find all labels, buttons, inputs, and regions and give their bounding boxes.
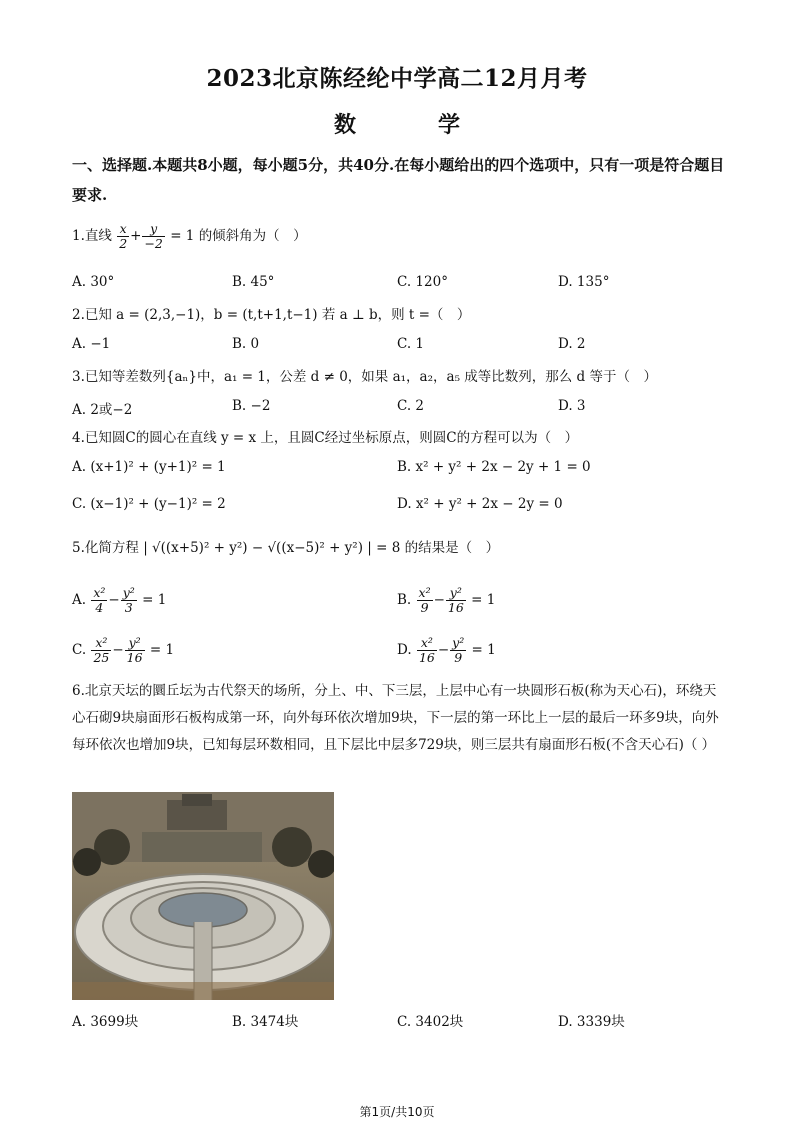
q5-c-n1: x²	[91, 636, 111, 651]
q5-c-frac2	[125, 636, 145, 665]
q5-suffix: 的结果是（ ）	[404, 540, 500, 556]
q5-a-rhs: = 1	[142, 592, 167, 608]
q6-option-a: A. 3699块	[72, 1014, 139, 1030]
q3-option-d: D. 3	[558, 398, 586, 414]
q5-b-d1: 9	[420, 600, 429, 615]
q5-d-n1: x²	[417, 636, 437, 651]
q5-c-n2: y²	[125, 636, 145, 651]
q5-c-rhs: = 1	[149, 642, 175, 658]
q5-b-d2: 16	[447, 600, 464, 615]
q6-option-c: C. 3402块	[397, 1014, 464, 1030]
q5-option-d: D. $\frac{\text{x²}}{16}$ − $\frac{\text{y²}}{9}$ = 1	[397, 635, 496, 665]
q5-a-frac1	[91, 586, 107, 615]
q5-b-n2: y²	[446, 586, 466, 601]
q5-d-rhs: = 1	[471, 642, 496, 658]
q5-option-d-label: D.	[397, 642, 412, 658]
q2-option-d: D. 2	[558, 336, 586, 352]
q1-fraction-x	[117, 222, 129, 251]
temple-of-heaven-photo	[72, 792, 334, 1000]
q4-option-b: B. x² + y² + 2x − 2y + 1 = 0	[397, 459, 591, 475]
q5-expression: | √((x+5)² + y²) − √((x−5)² + y²) | = 8	[143, 540, 401, 556]
q6-option-d: D. 3339块	[558, 1014, 625, 1030]
q3-option-b: B. −2	[232, 398, 271, 414]
question-1: 1.直线 $\frac{x}{2}$ + $\frac{y}{-2}$ = 1 的倾斜角为（ ）	[72, 221, 307, 251]
q5-option-b: B. $\frac{\text{x²}}{9}$ − $\frac{\text{y²}}{16}$ = 1	[397, 585, 496, 615]
subject-heading: 数 学	[333, 112, 490, 138]
q5-a-d2: 3	[124, 600, 133, 615]
q5-option-c: C. $\frac{\text{x²}}{25}$ − $\frac{\text{y²}}{16}$ = 1	[72, 635, 175, 665]
q5-d-frac2	[450, 636, 466, 665]
q2-option-a: A. −1	[72, 336, 111, 352]
question-6: 6.北京天坛的圜丘坛为古代祭天的场所，分上、中、下三层，上层中心有一块圆形石板(称为天心石)，环绕天心石砌9块扇面形石板构成第一环，向外每环依次增加9块，下一层的第一环比上一层的最后一环多9块，向外每环依次也增加9块，已知每层环数相同，且下层比中层多729块，则三层共有扇面形石板(不含天心石)（ ）	[72, 683, 719, 753]
q1-prefix: 1.直线	[72, 228, 112, 244]
question-3: 3.已知等差数列{aₙ}中，a₁ = 1，公差 d ≠ 0，如果 a₁，a₂，a₅ 成等比数列，那么 d 等于（ ）	[72, 369, 657, 385]
q5-option-c-label: C.	[72, 642, 87, 658]
question-4: 4.已知圆C的圆心在直线 y = x 上，且圆C经过坐标原点，则圆C的方程可以为（ ）	[72, 430, 579, 446]
q3-option-c: C. 2	[397, 398, 425, 414]
question-2: 2.已知 a = (2,3,−1)，b = (t,t+1,t−1) 若 a ⊥ b，则 t =（ ）	[72, 307, 471, 323]
q5-d-n2: y²	[452, 635, 465, 650]
q4-options-row1	[72, 459, 732, 479]
q5-a-n1: x²	[93, 585, 106, 600]
q6-options	[72, 1010, 732, 1030]
q5-a-frac2	[121, 586, 137, 615]
q5-options-row1	[72, 586, 732, 620]
q5-b-frac1	[417, 586, 433, 615]
q5-option-b-label: B.	[397, 592, 412, 608]
q5-b-rhs: = 1	[471, 592, 496, 608]
q1-options	[72, 274, 732, 294]
q5-b-n1: x²	[418, 585, 431, 600]
q4-option-c: C. (x−1)² + (y−1)² = 2	[72, 496, 226, 512]
q1-frac1-den: 2	[119, 236, 128, 251]
q5-prefix: 5.化简方程	[72, 540, 139, 556]
q5-d-d2: 9	[454, 650, 463, 665]
q5-c-d1: 25	[93, 650, 110, 665]
q1-frac1-num: x	[117, 222, 129, 237]
q1-suffix: 的倾斜角为（ ）	[198, 228, 307, 244]
q4-options-row2	[72, 496, 732, 516]
page-footer: 第1页/共10页	[359, 1105, 435, 1119]
q3-option-a: A. 2或−2	[72, 402, 133, 418]
q1-frac2-den: −2	[144, 236, 163, 251]
exam-title: 2023北京陈经纶中学高二12月月考	[206, 65, 588, 92]
q5-c-d2: 16	[126, 650, 143, 665]
q5-option-a-label: A.	[72, 592, 87, 608]
q1-option-a: A. 30°	[72, 274, 115, 290]
q5-d-d1: 16	[418, 650, 435, 665]
question-5	[72, 538, 732, 558]
q1-frac2-num: y	[142, 222, 164, 237]
q3-options	[72, 398, 732, 418]
q6-option-b: B. 3474块	[232, 1014, 299, 1030]
q2-option-b: B. 0	[232, 336, 260, 352]
q4-option-d: D. x² + y² + 2x − 2y = 0	[397, 496, 563, 512]
q5-c-frac1	[91, 636, 111, 665]
q5-a-d1: 4	[95, 600, 104, 615]
q5-options-row2	[72, 636, 732, 670]
q5-a-n2: y²	[122, 585, 135, 600]
q1-eq: = 1	[170, 228, 195, 244]
q5-option-a: A. $\frac{\text{x²}}{4}$ − $\frac{\text{y²}}{3}$ = 1	[72, 585, 167, 615]
q5-b-frac2	[446, 586, 466, 615]
q1-fraction-y	[142, 222, 164, 251]
q2-option-c: C. 1	[397, 336, 425, 352]
q1-option-b: B. 45°	[232, 274, 275, 290]
q1-option-c: C. 120°	[397, 274, 448, 290]
q1-option-d: D. 135°	[558, 274, 610, 290]
q5-d-frac1	[417, 636, 437, 665]
q2-options	[72, 336, 732, 356]
section-instructions: 一、选择题.本题共8小题，每小题5分，共40分.在每小题给出的四个选项中，只有一项是符合题目要求.	[72, 156, 725, 204]
q4-option-a: A. (x+1)² + (y+1)² = 1	[72, 459, 226, 475]
